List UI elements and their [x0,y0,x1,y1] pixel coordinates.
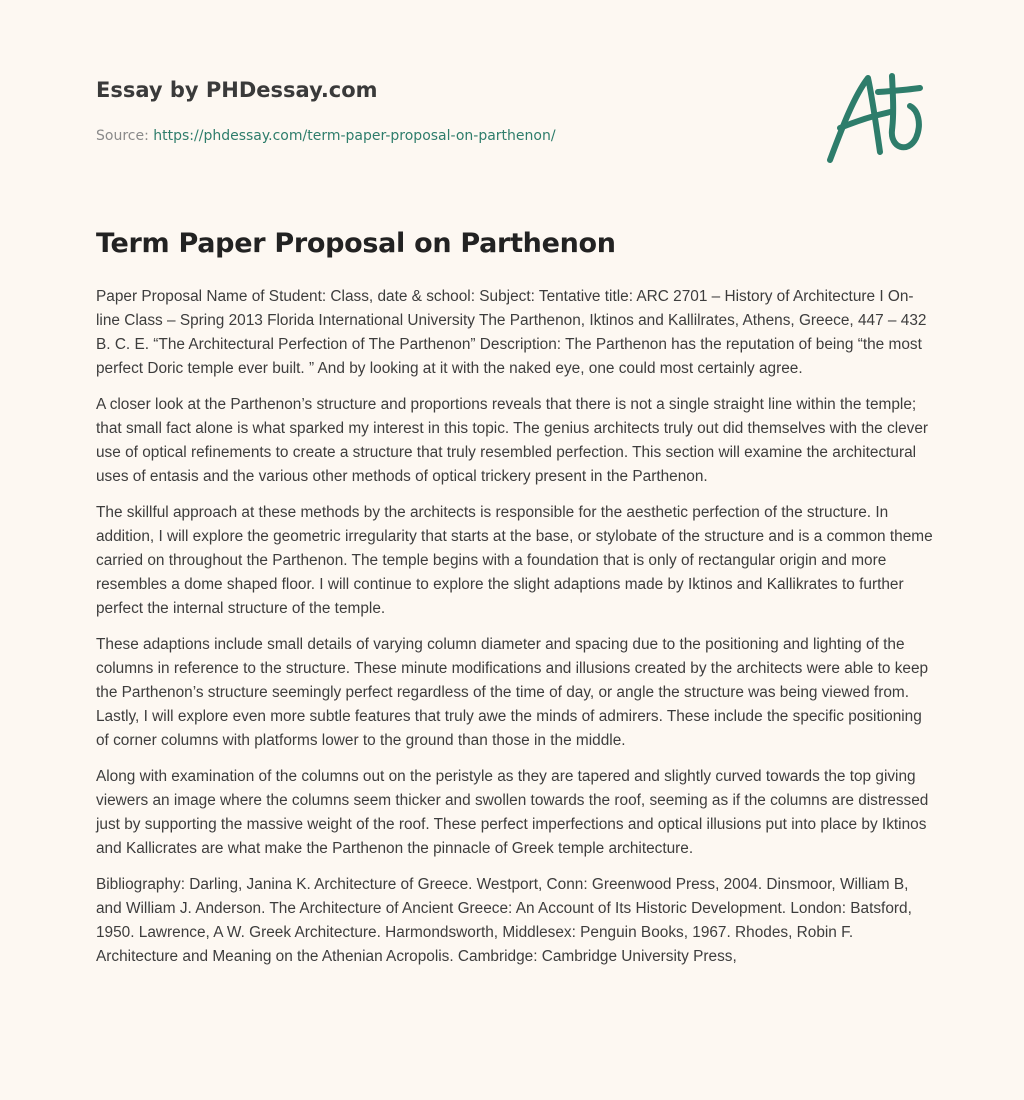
article-title: Term Paper Proposal on Parthenon [96,228,616,259]
a-plus-logo-icon [820,66,930,166]
article-body [96,285,934,981]
site-title: Essay by PHDessay.com [96,78,378,102]
paragraph-bibliography: Bibliography: Darling, Janina K. Architecture of Greece. Westport, Conn: Greenwood Press, 2004. Dinsmoor, William B, and William J. Anderson. The Architecture of Ancient Greece: An Account of Its Historic Development. London: Batsford, 1950. Lawrence, A W. Greek Architecture. Harmondsworth, Middlesex: Penguin Books, 1967. Rhodes, Robin F. Architecture and Meaning on the Athenian Acropolis. Cambridge: Cambridge University Press, [96,876,912,965]
source-line [96,126,796,146]
a-plus-logo [820,66,930,166]
paragraph-2: A closer look at the Parthenon’s structure and proportions reveals that there is not a single straight line within the temple; that small fact alone is what sparked my interest in this topic. The genius architects truly out did themselves with the clever use of optical refinements to create a structure that truly resembled perfection. This section will examine the architectural uses of entasis and the various other methods of optical trickery present in the Parthenon. [96,396,929,485]
paragraph-5: Along with examination of the columns out on the peristyle as they are tapered and slightly curved towards the top giving viewers an image where the columns seem thicker and swollen towards the roof, seeming as if the columns are distressed just by supporting the massive weight of the roof. These perfect imperfections and optical illusions put into place by Iktinos and Kallicrates are what make the Parthenon the pinnacle of Greek temple architecture. [96,768,929,857]
page-header [96,76,796,146]
source-label: Source: [96,128,154,144]
source-link[interactable]: https://phdessay.com/term-paper-proposal-on-parthenon/ [153,128,556,144]
paragraph-3: The skillful approach at these methods by the architects is responsible for the aesthetic perfection of the structure. In addition, I will explore the geometric irregularity that starts at the base, or stylobate of the structure and is a common theme carried on throughout the Parthenon. The temple begins with a foundation that is only of rectangular origin and more resembles a dome shaped floor. I will continue to explore the slight adaptions made by Iktinos and Kallikrates to further perfect the internal structure of the temple. [96,504,933,617]
paragraph-4: These adaptions include small details of varying column diameter and spacing due to the positioning and lighting of the columns in reference to the structure. These minute modifications and illusions created by the architects were able to keep the Parthenon’s structure seemingly perfect regardless of the time of day, or angle the structure was being viewed from. Lastly, I will explore even more subtle features that truly awe the minds of admirers. These include the specific positioning of corner columns with platforms lower to the ground than those in the middle. [96,636,929,749]
paragraph-1: Paper Proposal Name of Student: Class, date & school: Subject: Tentative title: ARC 2701 – History of Architecture I On-line Class – Spring 2013 Florida International University The Parthenon, Iktinos and Kallilrates, Athens, Greece, 447 – 432 B. C. E. “The Architectural Perfection of The Parthenon” Description: The Parthenon has the reputation of being “the most perfect Doric temple ever built. ” And by looking at it with the naked eye, one could most certainly agree. [96,288,927,377]
